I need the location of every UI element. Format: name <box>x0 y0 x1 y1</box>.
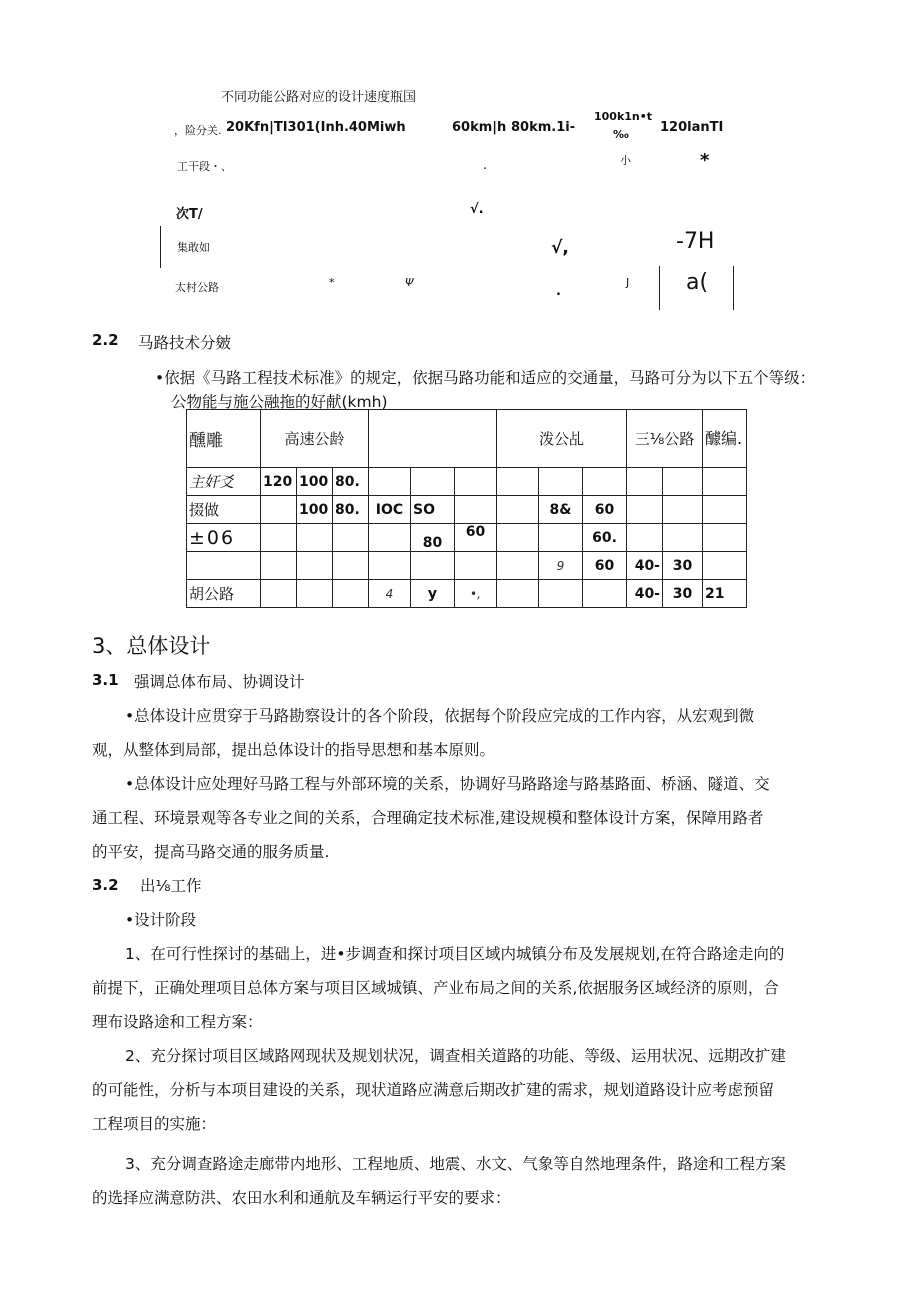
top-row1-mark2: 小 <box>620 154 631 167</box>
top-header-col4-line2: ‰ <box>613 128 629 141</box>
speed-cell: SO <box>411 496 455 524</box>
row-label: 掇做 <box>187 496 261 524</box>
speed-cell: 9 <box>539 552 583 580</box>
speed-cell: 30 <box>663 552 703 580</box>
top-table-title: 不同功能公路对应的设计速度瓶国 <box>221 90 417 105</box>
header-expressway: 高速公龄 <box>261 410 369 468</box>
top-row1-mark1: . <box>483 158 488 173</box>
top-row1-label: 工干段・、 <box>177 160 232 173</box>
top-row4-mark4: J <box>626 276 630 289</box>
top-row4-mark5: a( <box>686 270 709 295</box>
paragraph-text: 的选择应满意防洪、农田水利和通航及车辆运行平安的要求： <box>92 1189 511 1207</box>
section-3-heading: 3、总体设计 <box>92 634 211 658</box>
paragraph-text: •总体设计应贯穿于马路勘察设计的各个阶段，依据每个阶段应完成的工作内容，从宏观到微 <box>125 707 755 725</box>
section-3-1-title: 强调总体布局、协调设计 <box>134 673 305 691</box>
section-3-2-title: 出⅛工作 <box>140 877 202 895</box>
speed-cell: 80. <box>333 468 369 496</box>
row-label: 胡公路 <box>187 580 261 608</box>
top-header-col4-line1: 100k1n•t <box>594 110 653 123</box>
paragraph-text: 工程项目的实施： <box>92 1115 217 1133</box>
paragraph-text: 2、充分探讨项目区域路网现状及规划状况，调查相关道路的功能、等级、运用状况、远期改扩建 <box>125 1047 786 1065</box>
header-fourth-class: 醵编. <box>703 410 747 468</box>
speed-cell: 60 <box>583 552 627 580</box>
top-row3-label: 集敢如 <box>177 241 210 254</box>
speed-cell: 100 <box>297 468 333 496</box>
top-header-col0: ，险分关. <box>174 124 222 137</box>
speed-cell: 8& <box>539 496 583 524</box>
row-label: ±06 <box>187 524 261 552</box>
section-3-2-number: 3.2 <box>92 876 119 894</box>
section-3-1-number: 3.1 <box>92 671 119 689</box>
paragraph-text: 的可能性，分析与本项目建设的关系，现状道路应满意后期改扩建的需求，规划道路设计应考虑预留 <box>92 1081 775 1099</box>
header-first-class <box>369 410 497 468</box>
section-2-2-bullet: •依据《马路工程技术标准》的规定，依据马路功能和适应的交通量，马路可分为以下五个等级： <box>155 369 816 387</box>
top-row4-mark2: Ψ <box>405 276 414 289</box>
paragraph-text: 前提下，正确处理项目总体方案与项目区域城镇、产业布局之间的关系,依据服务区域经济的原则，合 <box>92 979 779 997</box>
speed-cell: 40- <box>627 552 663 580</box>
speed-table-row <box>187 580 747 608</box>
speed-table-row <box>187 496 747 524</box>
speed-cell: 60. <box>583 524 627 552</box>
top-header-col2: 60km|h <box>452 120 507 135</box>
speed-cell: 4 <box>369 580 411 608</box>
speed-cell: 60 <box>455 524 497 552</box>
paragraph-text: 1、在可行性探讨的基础上，进•步调查和探讨项目区域内城镇分布及发展规划,在符合路途走向的 <box>125 945 785 963</box>
paragraph-text: 3、充分调查路途走廊带内地形、工程地质、地震、水文、气象等自然地理条件，路途和工程方案 <box>125 1155 786 1173</box>
speed-cell: 40- <box>627 580 663 608</box>
speed-cell: 80 <box>411 524 455 552</box>
speed-cell: 60 <box>583 496 627 524</box>
speed-table-row <box>187 552 747 580</box>
paragraph-text: •总体设计应处理好马路工程与外部环境的关系，协调好马路路途与路基路面、桥涵、隧道、交 <box>125 775 770 793</box>
row-label: 主奸爻 <box>187 468 261 496</box>
header-third-class: 三⅛公路 <box>627 410 703 468</box>
speed-cell: •, <box>455 580 497 608</box>
paragraph-text: 的平安，提高马路交通的服务质量. <box>92 843 330 861</box>
paragraph-text: 理布设路途和工程方案： <box>92 1013 263 1031</box>
section-2-2-title: 马路技术分皴 <box>138 334 232 352</box>
top-row2-mark1: √. <box>470 202 484 217</box>
top-header-col1: 20Kfn|TI301(Inh.40Miwh <box>226 120 406 135</box>
speed-cell: 80. <box>333 496 369 524</box>
paragraph-text: 观，从整体到局部，提出总体设计的指导思想和基本原则。 <box>92 741 496 759</box>
top-table-left-rule <box>160 226 161 268</box>
section-2-2-number: 2.2 <box>92 331 119 349</box>
speed-table-header-row <box>187 410 747 468</box>
speed-cell: 30 <box>663 580 703 608</box>
design-stage-label: •设计阶段 <box>125 911 197 929</box>
speed-cell: 120 <box>261 468 297 496</box>
top-row4-mark1: * <box>329 276 335 289</box>
top-row3-mark2: -7H <box>676 229 715 254</box>
speed-table-caption: 公物能与施公融拖的好献(kmh) <box>171 393 388 411</box>
speed-cell: 100 <box>297 496 333 524</box>
speed-table-row <box>187 468 747 496</box>
top-table-rule-a <box>659 266 660 310</box>
header-second-class: 泼公乩 <box>497 410 627 468</box>
speed-cell: 21 <box>703 580 747 608</box>
top-header-col5: 120lanTI <box>660 120 724 135</box>
speed-cell: IOC <box>369 496 411 524</box>
top-row4-label: 太村公路 <box>175 281 219 294</box>
top-row3-mark1: √, <box>551 238 569 258</box>
top-table-rule-b <box>733 266 734 310</box>
speed-cell: y <box>411 580 455 608</box>
speed-table <box>186 409 747 608</box>
top-header-col3: 80km.1i- <box>511 120 576 135</box>
header-road-class: 醺雕 <box>187 410 261 468</box>
paragraph-text: 通工程、环境景观等各专业之间的关系，合理确定技术标准,建设规模和整体设计方案，保障用路者 <box>92 809 764 827</box>
top-row1-mark3: * <box>700 150 710 171</box>
top-row4-mark3: . <box>556 284 561 299</box>
top-row2-label: 次T/ <box>176 207 203 222</box>
speed-table-row <box>187 524 747 552</box>
